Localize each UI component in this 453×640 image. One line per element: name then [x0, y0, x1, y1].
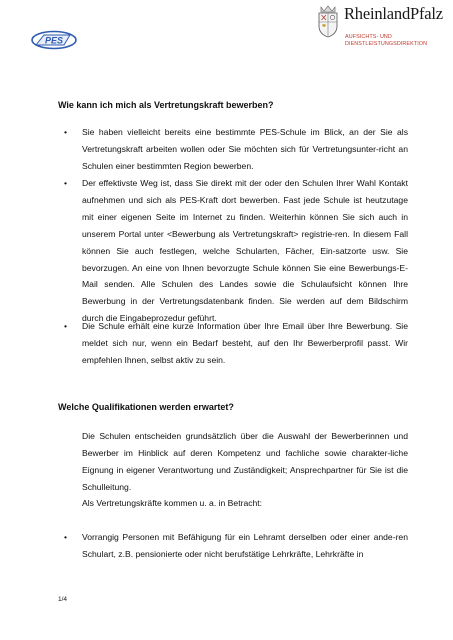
authority-name-line1: AUFSICHTS- UND [345, 34, 392, 40]
pes-logo [30, 30, 78, 50]
state-name: RheinlandPfalz [344, 4, 443, 23]
section-heading-application: Wie kann ich mich als Vertretungskraft bewerben? [58, 100, 274, 110]
bullet-marker: • [64, 178, 68, 188]
authority-name-line2: DIENSTLEISTUNGSDIREKTION [345, 41, 428, 47]
bullet-marker: • [64, 321, 68, 331]
bullet-marker: • [64, 532, 68, 542]
list-item: Der effektivste Weg ist, dass Sie direkt mit der oder den Schulen Ihrer Wahl Kontakt aufnehmen und sich als PES-Kraft dort bewerben. Fast jede Schule ist heutzutage mit einer eigenen Seite im Internet zu finden. Weiterhin können Sie sich auch in unserem Portal unter <Bewerbung als Vertretungskraft> registrie-ren. In diesem Fall können Sie auch festlegen, welche Schularten, Fächer, Ein-satzorte usw. Sie bevorzugen. An eine von Ihnen bevorzugte Schule können Sie eine Bewerbungs-E-Mail senden. Alle Schulen des Landes sowie die Schulaufsicht können Ihre Bewerbung in der Vertretungsdatenbank finden. Sie werden auf dem Bildschirm durch die Eingabeprozedur geführt. [82, 178, 408, 324]
paragraph: Als Vertretungskräfte kommen u. a. in Betracht: [82, 498, 263, 508]
paragraph: Die Schulen entscheiden grundsätzlich über die Auswahl der Bewerberinnen und Bewerber im Hinblick auf deren Kompetenz und fachliche sowie charakter-liche Eignung in eigener Verantwortung und Zuständigkeit; Ansprechpartner für Sie ist die Schulleitung. [82, 431, 408, 492]
list-item: Sie haben vielleicht bereits eine bestimmte PES-Schule im Blick, an der Sie als Vertretungskraft arbeiten wollen oder Sie möchten sich für Vertretungsunter-richt an Schulen einer bestimmten Region bewerben. [82, 127, 408, 171]
list-item: Die Schule erhält eine kurze Information über Ihre Email über Ihre Bewerbung. Sie meldet sich nur, wenn ein Bedarf besteht, auf den Ihr Bewerberprofil passt. Wir empfehlen Ihnen, selbst aktiv zu sein. [82, 321, 408, 365]
state-crest-icon [315, 4, 341, 38]
page-number: 1/4 [58, 596, 68, 603]
list-item: Vorrangig Personen mit Befähigung für ein Lehramt derselben oder einer ande-ren Schulart, z.B. pensionierte oder nicht berufstätige Lehrkräfte, Lehrkräfte in [82, 532, 408, 559]
section-heading-qualifications: Welche Qualifikationen werden erwartet? [58, 402, 234, 412]
pes-logo-text: PES [44, 35, 64, 46]
bullet-marker: • [64, 127, 68, 137]
